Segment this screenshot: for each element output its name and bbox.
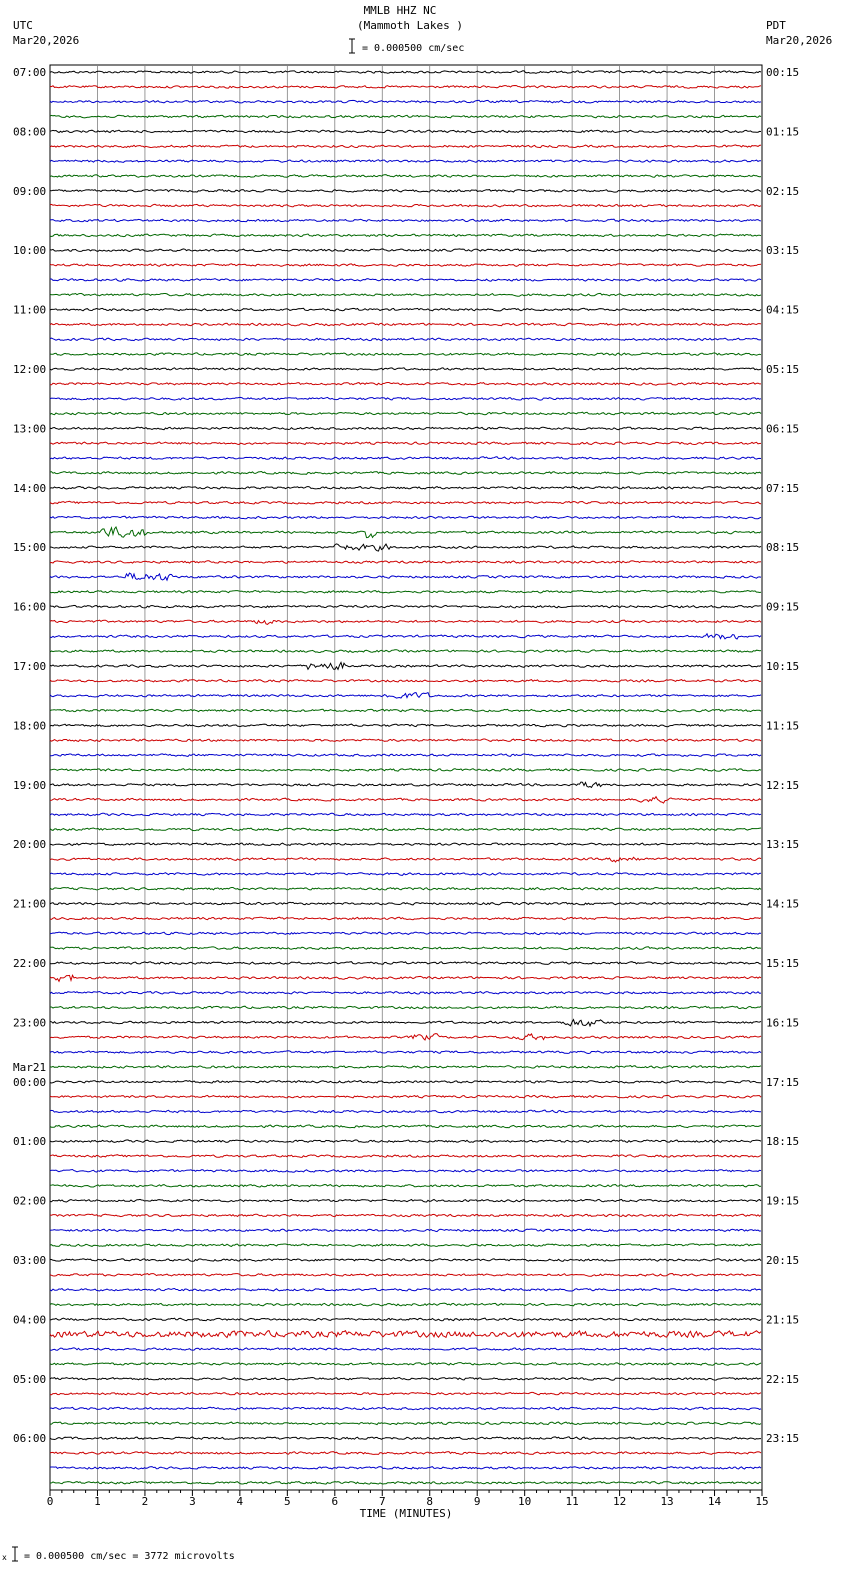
utc-hour-label: 06:00 [13,1432,47,1446]
seismic-trace [50,1185,761,1188]
seismic-trace [50,1407,761,1410]
seismic-trace [50,1437,761,1440]
x-axis-label: TIME (MINUTES) [359,1507,453,1520]
seismic-trace [50,264,761,267]
station-title: MMLB HHZ NC [363,4,437,17]
seismic-trace [50,190,761,193]
utc-hour-label: 22:00 [13,957,47,970]
seismic-trace [50,160,761,163]
seismic-trace [50,1095,761,1098]
seismic-trace [50,308,761,311]
x-tick-label: 12 [612,1495,627,1508]
x-tick-label: 8 [426,1495,434,1508]
utc-hour-label: 15:00 [13,541,47,555]
pdt-hour-label: 03:15 [766,244,800,258]
seismic-trace [50,323,761,326]
seismic-trace [50,947,761,950]
utc-hour-label: 12:00 [13,363,47,376]
pdt-date-label: Mar20,2026 [766,34,833,47]
pdt-hour-label: 16:15 [766,1016,800,1030]
seismic-trace [50,427,761,430]
pdt-hour-label: 14:15 [766,897,800,911]
pdt-hour-label: 02:15 [766,184,800,198]
utc-hour-label: 08:00 [13,125,47,139]
pdt-hour-label: 13:15 [766,838,800,852]
seismic-trace [50,739,761,742]
utc-hour-label: 04:00 [13,1313,47,1327]
scale-label: = 0.000500 cm/sec [362,43,465,54]
pdt-hour-label: 11:15 [766,719,800,733]
seismic-trace [50,991,761,994]
seismic-trace [50,782,761,787]
location-title: (Mammoth Lakes ) [357,19,463,32]
pdt-hour-label: 06:15 [766,422,800,436]
seismic-trace [50,86,761,89]
x-tick-label: 10 [518,1495,532,1508]
seismic-trace [50,693,761,699]
utc-hour-label: 16:00 [13,600,47,614]
seismic-trace [50,1155,761,1158]
pdt-hour-label: 01:15 [766,125,800,139]
utc-hour-label: 20:00 [13,838,47,852]
seismic-trace [50,544,761,551]
seismic-trace [50,175,761,178]
seismic-trace [50,650,761,653]
utc-hour-label: 05:00 [13,1372,47,1386]
seismic-trace [50,472,761,475]
x-tick-label: 15 [755,1495,769,1508]
seismic-trace [50,1303,761,1306]
seismic-trace [50,1481,761,1484]
seismic-trace [50,1020,761,1026]
utc-hour-label: 10:00 [13,244,47,258]
x-tick-label: 4 [236,1495,244,1508]
pdt-hour-label: 15:15 [766,957,800,970]
seismic-trace [50,888,761,890]
seismic-trace [50,115,761,118]
pdt-hour-label: 07:15 [766,481,800,495]
date-change-label: Mar21 [13,1060,47,1074]
seismic-trace [50,709,761,712]
seismic-trace [50,1140,761,1143]
utc-hour-label: 11:00 [13,303,47,317]
seismic-trace [50,353,761,356]
seismic-trace [50,902,761,905]
x-tick-label: 14 [707,1495,722,1508]
seismic-trace [50,1110,761,1113]
x-tick-label: 2 [141,1495,149,1508]
seismic-trace [50,605,761,608]
pdt-hour-label: 19:15 [766,1194,800,1208]
seismic-trace [50,797,761,803]
x-tick-label: 1 [94,1495,101,1508]
utc-hour-label: 07:00 [13,66,47,79]
seismic-trace [50,1051,761,1054]
seismic-trace [50,962,761,965]
seismic-trace [50,1066,761,1069]
seismic-trace [50,1363,761,1366]
seismic-trace [50,412,761,415]
svg-text:x: x [2,1553,7,1562]
seismic-trace [50,1244,761,1247]
seismic-trace [50,457,761,460]
seismic-trace [50,828,761,831]
pdt-hour-label: 12:15 [766,778,800,792]
seismic-trace [50,293,761,296]
seismic-trace [50,1006,761,1009]
pdt-hour-label: 05:15 [766,363,800,376]
seismic-trace [50,487,761,490]
seismic-trace [50,843,761,846]
seismic-trace [50,1318,761,1321]
pdt-hour-label: 09:15 [766,600,800,614]
seismic-trace [50,561,761,563]
x-tick-label: 3 [189,1495,196,1508]
x-tick-label: 13 [660,1495,674,1508]
seismic-trace [50,769,761,772]
pdt-hour-label: 23:15 [766,1432,800,1446]
seismic-trace [50,1348,761,1351]
seismic-trace [50,442,761,445]
pdt-hour-label: 08:15 [766,541,800,555]
seismic-trace [50,1214,761,1216]
utc-hour-label: 01:00 [13,1135,47,1149]
pdt-hour-label: 17:15 [766,1075,800,1089]
x-tick-label: 9 [473,1495,481,1508]
seismic-trace [50,1452,761,1455]
pdt-hour-label: 22:15 [766,1372,800,1386]
utc-hour-label: 13:00 [13,422,47,436]
seismic-trace [50,204,761,207]
utc-hour-label: 02:00 [13,1194,47,1208]
utc-hour-label: 17:00 [13,660,47,673]
seismic-trace [50,397,761,400]
seismic-trace [50,975,761,981]
seismic-trace [50,368,761,371]
pdt-hour-label: 21:15 [766,1313,800,1327]
seismic-trace [50,249,761,252]
utc-hour-label: 19:00 [13,778,47,792]
seismic-trace [50,338,761,341]
seismic-trace [50,219,761,222]
utc-hour-label: 21:00 [13,897,47,911]
seismic-trace [50,857,761,862]
seismic-trace [50,145,761,148]
x-tick-label: 7 [378,1495,386,1508]
seismic-trace [50,680,761,683]
pdt-hour-label: 00:15 [766,66,800,79]
seismic-trace [50,1331,761,1338]
seismic-trace [50,573,761,580]
seismic-trace [50,873,761,876]
seismic-trace [50,1288,761,1291]
seismic-trace [50,620,761,624]
seismic-trace [50,279,761,282]
seismic-trace [50,1274,761,1277]
utc-hour-label: 23:00 [13,1016,47,1030]
seismic-trace [50,501,761,504]
seismic-trace [50,1467,761,1470]
seismic-trace [50,662,761,669]
utc-hour-label: 03:00 [13,1254,47,1267]
x-tick-label: 0 [46,1495,54,1508]
footer-scale-bar-icon [2,1544,22,1564]
x-tick-label: 11 [565,1495,579,1508]
seismic-trace [50,1199,761,1202]
utc-zone-label: UTC [13,19,33,32]
x-tick-label: 6 [331,1495,339,1508]
seismic-trace [50,1034,761,1040]
utc-date-label: Mar20,2026 [13,34,80,47]
utc-hour-label: 00:00 [13,1075,47,1089]
pdt-zone-label: PDT [766,19,786,32]
seismic-trace [50,516,761,519]
seismic-trace [50,1259,761,1262]
seismic-trace [50,1392,761,1395]
seismic-trace [50,527,761,538]
seismic-trace [50,917,761,920]
seismic-trace [50,234,761,237]
seismic-trace [50,130,761,133]
seismic-trace [50,1081,761,1084]
seismic-trace [50,634,761,639]
seismic-trace [50,1125,761,1128]
pdt-hour-label: 20:15 [766,1254,800,1267]
seismic-trace [50,932,761,935]
pdt-hour-label: 18:15 [766,1135,800,1149]
seismic-trace [50,590,761,593]
utc-hour-label: 18:00 [13,719,47,733]
pdt-hour-label: 10:15 [766,660,800,673]
seismic-trace [50,1229,761,1232]
seismic-trace [50,754,761,757]
utc-hour-label: 09:00 [13,184,47,198]
x-tick-label: 5 [284,1495,291,1508]
seismic-trace [50,724,761,727]
utc-hour-label: 14:00 [13,481,47,495]
seismic-trace [50,1170,761,1173]
footer-scale-label: = 0.000500 cm/sec = 3772 microvolts [24,1551,235,1562]
seismic-trace [50,1378,761,1381]
seismic-trace [50,71,761,74]
seismic-trace [50,813,761,816]
seismic-trace [50,383,761,386]
pdt-hour-label: 04:15 [766,303,800,317]
seismic-trace [50,100,761,103]
seismic-trace [50,1422,761,1425]
